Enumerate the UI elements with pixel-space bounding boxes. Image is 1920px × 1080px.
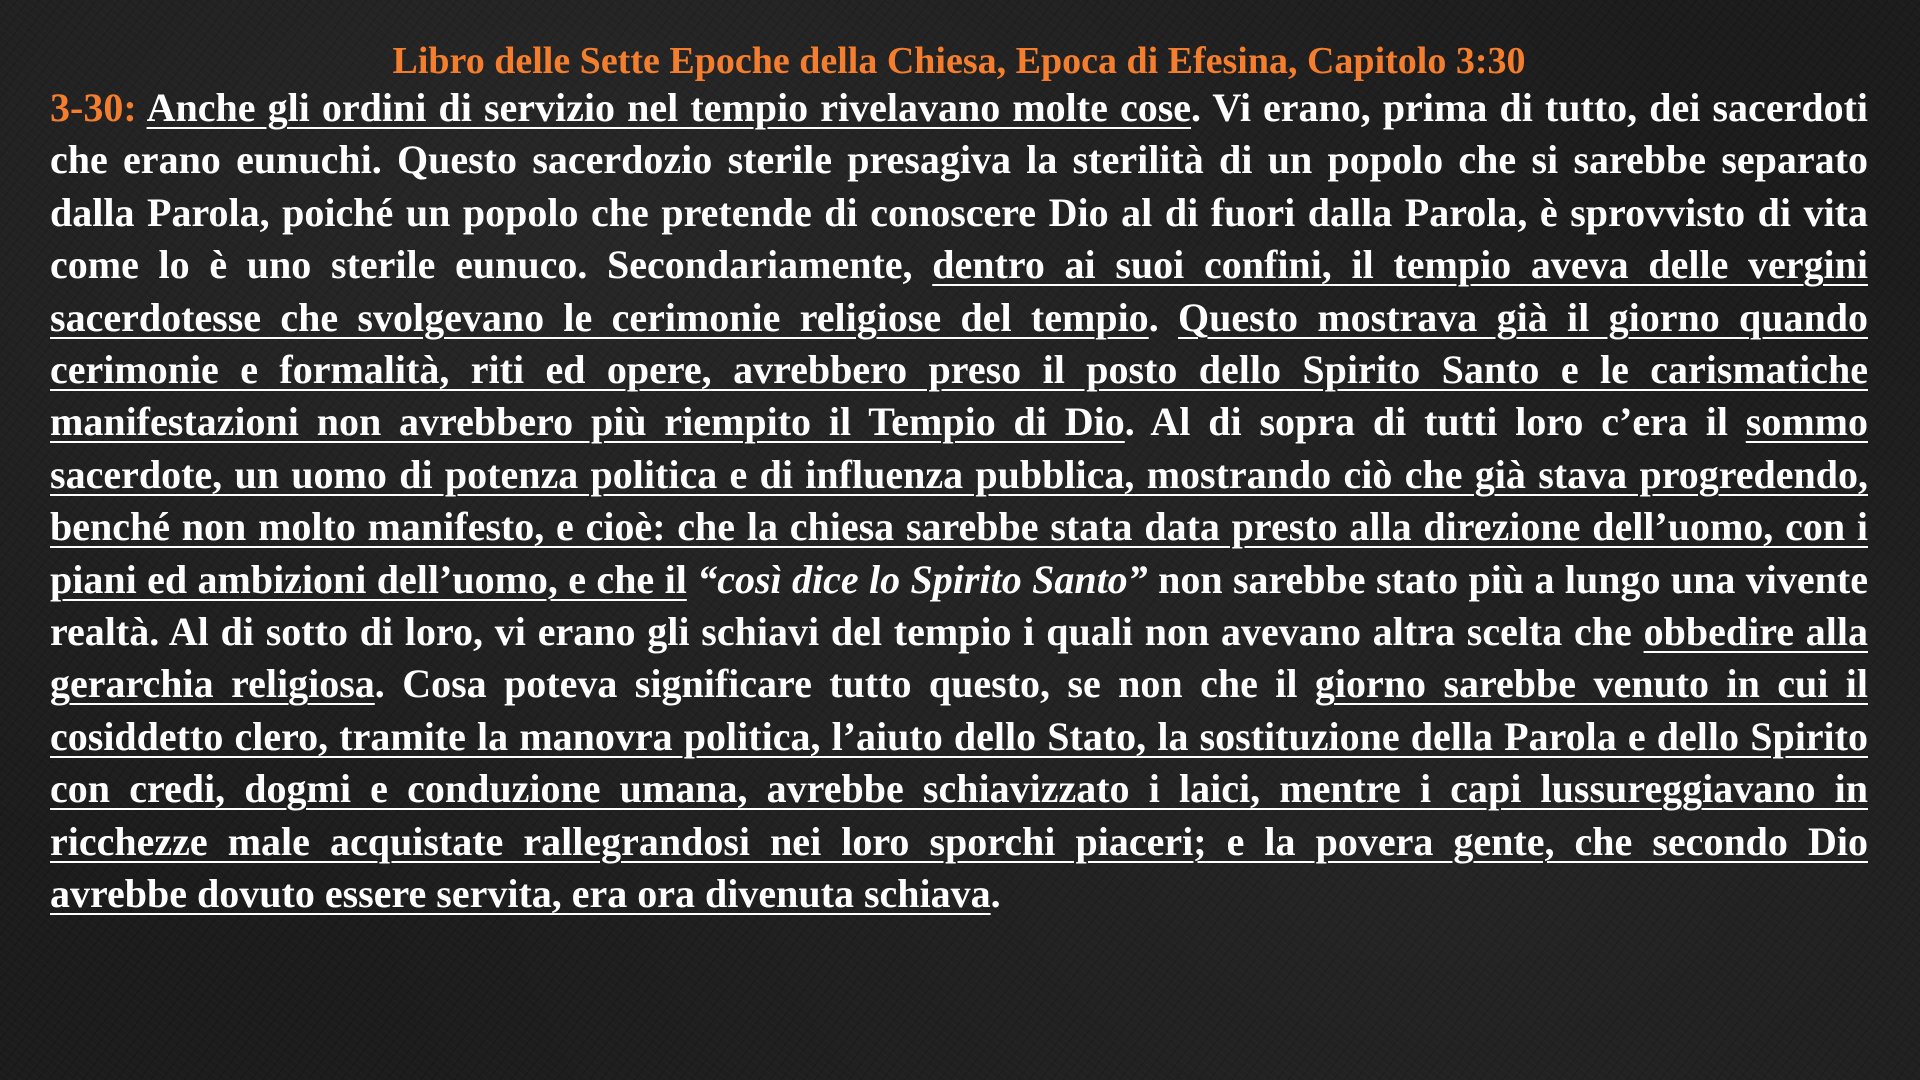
text-segment: . Al di sopra di tutti loro c’era il <box>1124 399 1746 445</box>
verse-reference: 3-30: <box>50 85 137 130</box>
underlined-segment: dentro ai suoi confini, il tempio aveva delle vergini sacerdotesse che svolgevano le cerimonie religiose del tempio <box>50 242 1868 340</box>
underlined-segment: giorno sarebbe venuto in cui il cosiddetto clero, tramite la manovra politica, l’aiuto dello Stato, la sostituzione della Parola e dello Spirito con credi, dogmi e conduzione umana, avrebbe schiavizzato i laici, mentre i capi lussureggiavano in ricchezze male acquistate rallegrandosi nei loro sporchi piaceri; e la povera gente, che secondo Dio avrebbe dovuto essere servita, era ora divenuta schiava <box>50 661 1868 917</box>
underlined-segment: obbedire alla gerarchia religiosa <box>50 609 1868 707</box>
underlined-segment: Questo mostrava già il giorno quando cerimonie e formalità, riti ed opere, avrebbero preso il posto dello Spirito Santo e le carismatiche manifestazioni non avrebbero più riempito il Tempio di Dio <box>50 294 1869 445</box>
text-segment: . <box>990 871 1001 917</box>
italic-quote: “così dice lo Spirito Santo” <box>697 556 1148 602</box>
text-segment: . <box>1148 294 1179 340</box>
text-segment: . Vi erano, prima di tutto, dei sacerdoti che erano eunuchi. Questo sacerdozio sterile presagiva la sterilità di un popolo che si sarebbe separato dalla Parola, poiché un popolo che pretende di conoscere Dio al di fuori dalla Parola, è sprovvisto di vita come lo è uno sterile eunuco. Secondariamente, <box>50 85 1869 288</box>
underlined-segment: Anche gli ordini di servizio nel tempio rivelavano molte cose <box>146 85 1192 130</box>
body-paragraph <box>50 82 1868 921</box>
underlined-segment: sommo sacerdote, un uomo di potenza politica e di influenza pubblica, mostrando ciò che già stava progredendo, benché non molto manifesto, e cioè: che la chiesa sarebbe stata data presto alla direzione dell’uomo, con i piani ed ambizioni dell’uomo, e che il <box>50 399 1868 602</box>
text-segment <box>687 557 697 602</box>
text-segment <box>137 85 147 130</box>
slide-title: Libro delle Sette Epoche della Chiesa, Epoca di Efesina, Capitolo 3:30 <box>392 40 1526 82</box>
slide <box>50 36 1868 921</box>
text-segment: non sarebbe stato più a lungo una vivente realtà. Al di sotto di loro, vi erano gli schiavi del tempio i quali non avevano altra scelta che <box>50 556 1868 655</box>
text-segment: . Cosa poteva significare tutto questo, se non che il <box>374 661 1315 707</box>
